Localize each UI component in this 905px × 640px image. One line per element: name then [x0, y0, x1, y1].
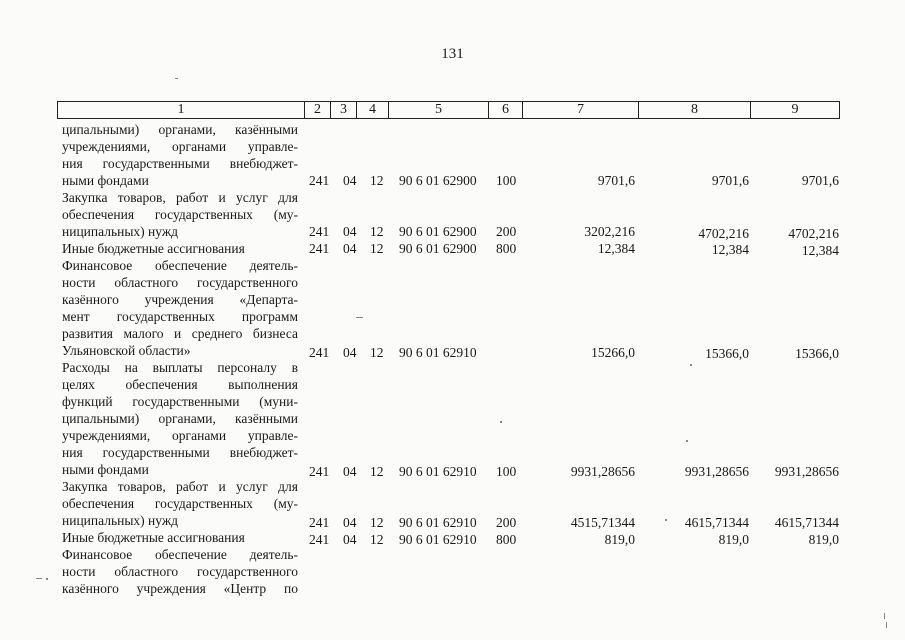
- scan-speck: [500, 421, 502, 423]
- desc-line: ниципальных) нужд: [62, 224, 179, 239]
- header-col-7: 7: [522, 102, 638, 118]
- table-header-row: [57, 101, 840, 119]
- desc-line: ными фондами: [62, 462, 149, 477]
- cell-section: 04: [343, 224, 357, 239]
- cell-expense-type: 200: [496, 224, 517, 239]
- cell-target-article: 90 6 01 62910: [399, 345, 477, 360]
- cell-amount-8: 4702,216: [698, 226, 749, 241]
- cell-amount-7: 9931,28656: [570, 464, 635, 479]
- cell-expense-type: 800: [496, 241, 517, 256]
- desc-line: учреждениями, органами управле-: [62, 139, 298, 154]
- desc-line: ности областного государственного: [62, 275, 298, 290]
- desc-line: функций государственными (муни-: [62, 394, 298, 409]
- desc-line: ниципальных) нужд: [62, 513, 179, 528]
- desc-line: ными фондами: [62, 173, 149, 188]
- cell-amount-7: 15266,0: [591, 345, 635, 360]
- desc-line: Расходы на выплаты персоналу в: [62, 360, 298, 375]
- cell-target-article: 90 6 01 62900: [399, 173, 477, 188]
- desc-line: ности областного государственного: [62, 564, 298, 579]
- cell-subsection: 12: [370, 464, 384, 479]
- cell-ministry: 241: [309, 224, 330, 239]
- scan-speck: [175, 78, 178, 79]
- cell-target-article: 90 6 01 62900: [399, 224, 477, 239]
- desc-line: обеспечения государственных (му-: [62, 496, 298, 511]
- cell-subsection: 12: [370, 173, 384, 188]
- cell-ministry: 241: [309, 345, 330, 360]
- scan-speck: [36, 578, 42, 579]
- cell-subsection: 12: [370, 532, 384, 547]
- cell-amount-9: 4702,216: [788, 226, 839, 241]
- cell-amount-8: 15366,0: [705, 346, 749, 361]
- cell-section: 04: [343, 173, 357, 188]
- scan-speck: [690, 364, 692, 366]
- cell-subsection: 12: [370, 515, 384, 530]
- scan-speck: [665, 519, 667, 521]
- cell-expense-type: 100: [496, 464, 517, 479]
- scan-speck: [686, 440, 688, 442]
- header-col-1: 1: [177, 102, 185, 117]
- cell-ministry: 241: [309, 532, 330, 547]
- cell-subsection: 12: [370, 345, 384, 360]
- cell-target-article: 90 6 01 62900: [399, 241, 477, 256]
- cell-target-article: 90 6 01 62910: [399, 515, 477, 530]
- header-col-3: 3: [330, 102, 356, 118]
- cell-amount-7: 4515,71344: [570, 515, 635, 530]
- desc-line: Закупка товаров, работ и услуг для: [62, 190, 298, 205]
- cell-amount-9: 15366,0: [795, 346, 839, 361]
- desc-line: ципальными) органами, казёнными: [62, 411, 298, 426]
- cell-amount-8: 9931,28656: [684, 464, 749, 479]
- desc-line: ния государственными внебюджет-: [62, 445, 298, 460]
- cell-ministry: 241: [309, 241, 330, 256]
- cell-amount-9: 9931,28656: [774, 464, 839, 479]
- cell-ministry: 241: [309, 173, 330, 188]
- header-col-4: 4: [356, 102, 388, 118]
- scan-speck: [46, 578, 48, 580]
- cell-amount-7: 9701,6: [597, 173, 635, 188]
- cell-amount-9: 819,0: [808, 532, 839, 547]
- cell-subsection: 12: [370, 224, 384, 239]
- cell-section: 04: [343, 515, 357, 530]
- header-col-2: 2: [304, 102, 330, 118]
- cell-amount-7: 12,384: [597, 241, 635, 256]
- desc-line: мент государственных программ: [62, 309, 298, 324]
- desc-line: ния государственными внебюджет-: [62, 156, 298, 171]
- cell-amount-9: 9701,6: [801, 173, 839, 188]
- header-col-8: 8: [638, 102, 750, 118]
- cell-amount-7: 3202,216: [584, 224, 635, 239]
- cell-section: 04: [343, 241, 357, 256]
- cell-expense-type: 100: [496, 173, 517, 188]
- header-col-6: 6: [488, 102, 522, 118]
- cell-amount-7: 819,0: [604, 532, 635, 547]
- cell-expense-type: 200: [496, 515, 517, 530]
- desc-line: Иные бюджетные ассигнования: [62, 241, 245, 256]
- header-col-9: 9: [750, 102, 839, 118]
- cell-expense-type: 800: [496, 532, 517, 547]
- cell-amount-8: 819,0: [718, 532, 749, 547]
- desc-line: казённого учреждения «Департа-: [62, 292, 298, 307]
- desc-line: учреждениями, органами управле-: [62, 428, 298, 443]
- cell-ministry: 241: [309, 464, 330, 479]
- cell-section: 04: [343, 345, 357, 360]
- page-number: 131: [441, 46, 464, 62]
- cell-target-article: 90 6 01 62910: [399, 464, 477, 479]
- cell-section: 04: [343, 464, 357, 479]
- header-col-5: 5: [388, 102, 488, 118]
- desc-line: Иные бюджетные ассигнования: [62, 530, 245, 545]
- scan-speck: [884, 613, 885, 619]
- cell-amount-9: 12,384: [801, 243, 839, 258]
- scan-speck: [886, 622, 887, 628]
- desc-line: развития малого и среднего бизнеса: [62, 326, 298, 341]
- desc-line: целях обеспечения выполнения: [62, 377, 298, 392]
- cell-subsection: 12: [370, 241, 384, 256]
- desc-line: казённого учреждения «Центр по: [62, 581, 298, 596]
- desc-line: обеспечения государственных (му-: [62, 207, 298, 222]
- cell-target-article: 90 6 01 62910: [399, 532, 477, 547]
- cell-amount-9: 4615,71344: [774, 515, 839, 530]
- desc-line: ципальными) органами, казёнными: [62, 122, 298, 137]
- desc-line: Финансовое обеспечение деятель-: [62, 258, 298, 273]
- cell-amount-8: 12,384: [711, 242, 749, 257]
- desc-line: Финансовое обеспечение деятель-: [62, 547, 298, 562]
- cell-section: 04: [343, 532, 357, 547]
- cell-ministry: 241: [309, 515, 330, 530]
- scan-speck: [356, 317, 363, 318]
- desc-line: Ульяновской области»: [62, 343, 191, 358]
- desc-line: Закупка товаров, работ и услуг для: [62, 479, 298, 494]
- cell-amount-8: 4615,71344: [684, 515, 749, 530]
- cell-amount-8: 9701,6: [711, 173, 749, 188]
